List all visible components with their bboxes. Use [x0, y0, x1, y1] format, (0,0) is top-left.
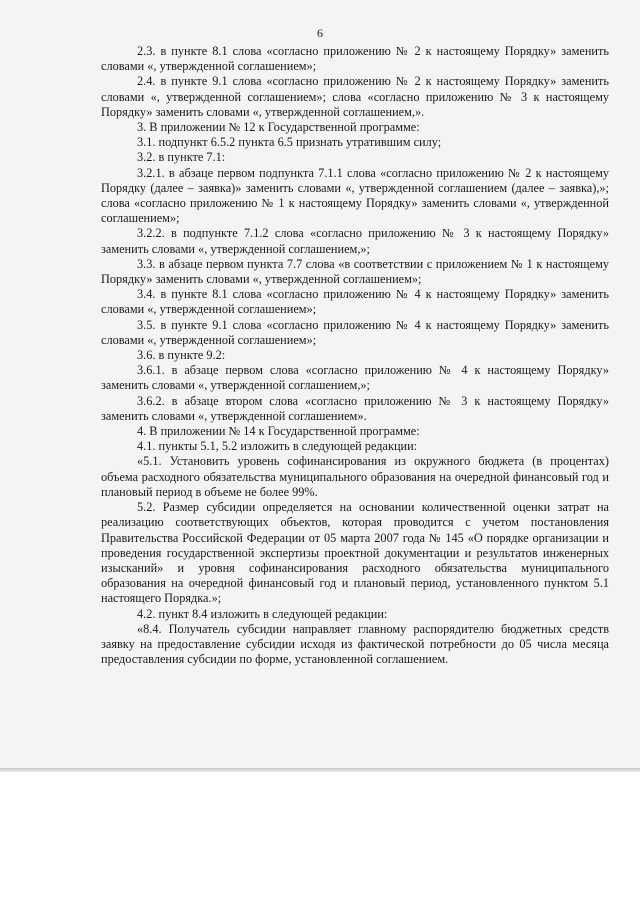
paragraph-2-4: 2.4. в пункте 9.1 слова «согласно приложению № 2 к настоящему Порядку» заменить словами «, утвержденной соглашением»; слова «согласно приложению № 3 к настоящему Порядку» заменить словами «, утвержденной соглашением,». [101, 74, 609, 119]
paragraph-3-1: 3.1. подпункт 6.5.2 пункта 6.5 признать утратившим силу; [137, 135, 442, 150]
paragraph-4: 4. В приложении № 14 к Государственной программе: [137, 424, 420, 439]
paragraph-5-1-quote: «5.1. Установить уровень софинансирования из окружного бюджета (в процентах) объема расходного обязательства муниципального образования на очередной финансовый год и плановый период в объеме не более 99%. [101, 454, 609, 499]
paragraph-4-1: 4.1. пункты 5.1, 5.2 изложить в следующей редакции: [137, 439, 418, 454]
paragraph-3-2: 3.2. в пункте 7.1: [137, 150, 226, 165]
paragraph-3-2-1: 3.2.1. в абзаце первом подпункта 7.1.1 слова «согласно приложению № 2 к настоящему Порядку (далее – заявка)» заменить словами «, утвержденной соглашением (далее – заявка),»; слова «согласно приложению № 1 к настоящему Порядку» заменить словами «, утвержденной соглашением»; [101, 165, 609, 226]
paragraph-3-3: 3.3. в абзаце первом пункта 7.7 слова «в соответствии с приложением № 1 к настоящему Порядку» заменить словами «, утвержденной соглашением»; [101, 256, 609, 287]
paragraph-3-5: 3.5. в пункте 9.1 слова «согласно приложению № 4 к настоящему Порядку» заменить словами «, утвержденной соглашением»; [101, 317, 609, 347]
paragraph-3-6-1: 3.6.1. в абзаце первом слова «согласно приложению № 4 к настоящему Порядку» заменить словами «, утвержденной соглашением,»; [101, 363, 609, 393]
paragraph-3-2-2: 3.2.2. в подпункте 7.1.2 слова «согласно приложению № 3 к настоящему Порядку» заменить словами «, утвержденной соглашением,»; [101, 226, 609, 256]
paragraph-3-4: 3.4. в пункте 8.1 слова «согласно приложению № 4 к настоящему Порядку» заменить словами «, утвержденной соглашением»; [101, 287, 609, 317]
paragraph-4-2: 4.2. пункт 8.4 изложить в следующей редакции: [137, 606, 388, 621]
paragraph-8-4-quote: «8.4. Получатель субсидии направляет главному распорядителю бюджетных средств заявку на предоставление субсидии исходя из фактической потребности до 05 числа месяца предоставления субсидии по форме, установленной соглашением. [101, 621, 609, 667]
page-edge-shadow [0, 768, 640, 772]
paragraph-3-6-2: 3.6.2. в абзаце втором слова «согласно приложению № 3 к настоящему Порядку» заменить словами «, утвержденной соглашением». [101, 393, 609, 423]
paragraph-5-2-quote: 5.2. Размер субсидии определяется на основании количественной оценки затрат на реализацию соответствующих объектов, которая проводится с учетом постановления Правительства Российской Федерации от 05 марта 2007 года № 145 «О порядке организации и проведения государственной экспертизы проектной документации и результатов инженерных изысканий» и уровня софинансирования расходного обязательства муниципального образования на очередной финансовый год и плановый период, установленного пунктом 5.1 настоящего Порядка.»; [101, 500, 609, 606]
paragraph-2-3: 2.3. в пункте 8.1 слова «согласно приложению № 2 к настоящему Порядку» заменить словами «, утвержденной соглашением»; [101, 44, 609, 74]
paragraph-3-6: 3.6. в пункте 9.2: [137, 348, 226, 363]
paragraph-3: 3. В приложении № 12 к Государственной программе: [137, 120, 420, 135]
page-number: 6 [317, 26, 323, 40]
document-body [101, 44, 609, 667]
